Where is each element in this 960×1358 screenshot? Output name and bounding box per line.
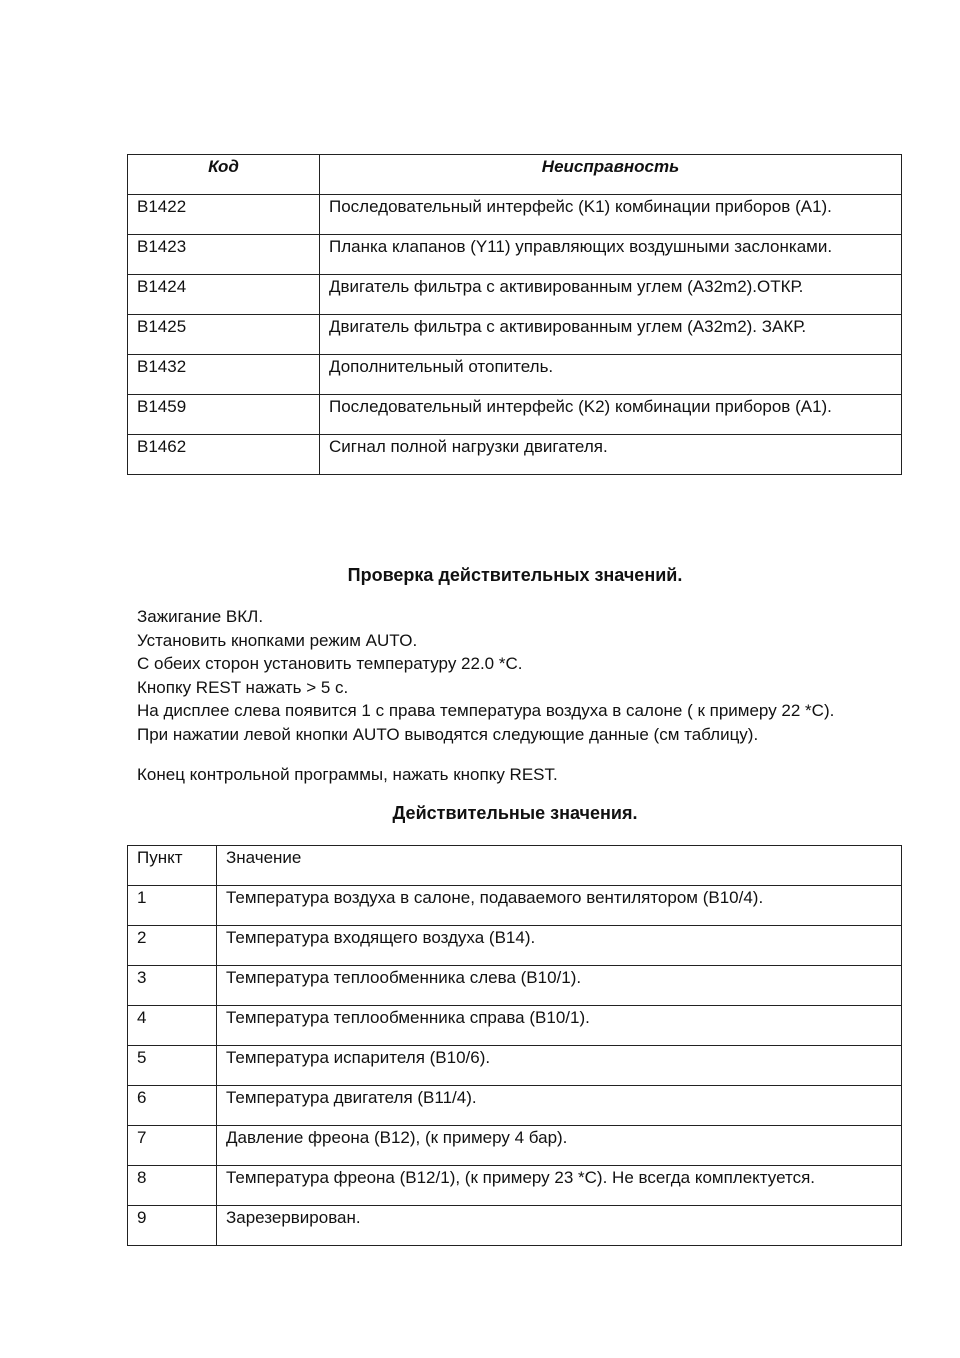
check-section-title: Проверка действительных значений. bbox=[347, 565, 683, 585]
instruction-line: С обеих сторон установить температуру 22.0 *C. bbox=[137, 654, 523, 673]
item-number-cell: 8 bbox=[128, 1166, 217, 1206]
instructions-block bbox=[137, 605, 834, 746]
fault-description-cell: Дополнительный отопитель. bbox=[320, 355, 902, 395]
table-row bbox=[128, 1006, 902, 1046]
values-section-title: Действительные значения. bbox=[392, 803, 638, 823]
actual-values-table bbox=[127, 845, 902, 1246]
item-number-cell: 5 bbox=[128, 1046, 217, 1086]
value-description-cell: Температура входящего воздуха (B14). bbox=[217, 926, 902, 966]
item-number-cell: 2 bbox=[128, 926, 217, 966]
value-description-cell: Давление фреона (B12), (к примеру 4 бар). bbox=[217, 1126, 902, 1166]
table-row bbox=[128, 1126, 902, 1166]
value-description-cell: Температура испарителя (B10/6). bbox=[217, 1046, 902, 1086]
code-column-header: Код bbox=[128, 155, 320, 195]
fault-description-cell: Последовательный интерфейс (K2) комбинации приборов (A1). bbox=[320, 395, 902, 435]
table-row bbox=[128, 966, 902, 1006]
fault-code-cell: B1462 bbox=[128, 435, 320, 475]
table-row bbox=[128, 926, 902, 966]
fault-column-header: Неисправность bbox=[320, 155, 902, 195]
fault-code-cell: B1432 bbox=[128, 355, 320, 395]
item-column-header: Пункт bbox=[128, 846, 217, 886]
instruction-line: Установить кнопками режим AUTO. bbox=[137, 630, 418, 650]
ending-line: Конец контрольной программы, нажать кнопку REST. bbox=[137, 765, 558, 784]
item-number-cell: 7 bbox=[128, 1126, 217, 1166]
item-number-cell: 9 bbox=[128, 1206, 217, 1246]
fault-description-cell: Планка клапанов (Y11) управляющих воздушными заслонками. bbox=[320, 235, 902, 275]
item-number-cell: 6 bbox=[128, 1086, 217, 1126]
item-number-cell: 4 bbox=[128, 1006, 217, 1046]
table-row bbox=[128, 1086, 902, 1126]
table-row bbox=[128, 1166, 902, 1206]
instruction-line: При нажатии левой кнопки AUTO выводятся следующие данные (см таблицу). bbox=[137, 724, 759, 744]
fault-description-cell: Двигатель фильтра с активированным углем (A32m2). ЗАКР. bbox=[320, 315, 902, 355]
table-row bbox=[128, 355, 902, 395]
instruction-line: Зажигание ВКЛ. bbox=[137, 607, 264, 626]
table-row bbox=[128, 435, 902, 475]
table-row bbox=[128, 195, 902, 235]
fault-code-cell: B1459 bbox=[128, 395, 320, 435]
table-header-row bbox=[128, 155, 902, 195]
fault-code-cell: B1423 bbox=[128, 235, 320, 275]
value-column-header: Значение bbox=[217, 846, 902, 886]
instruction-line: Кнопку REST нажать > 5 c. bbox=[137, 677, 349, 697]
table-row bbox=[128, 886, 902, 926]
item-number-cell: 1 bbox=[128, 886, 217, 926]
fault-description-cell: Последовательный интерфейс (K1) комбинации приборов (A1). bbox=[320, 195, 902, 235]
value-description-cell: Зарезервирован. bbox=[217, 1206, 902, 1246]
table-row bbox=[128, 315, 902, 355]
value-description-cell: Температура теплообменника слева (B10/1). bbox=[217, 966, 902, 1006]
value-description-cell: Температура двигателя (B11/4). bbox=[217, 1086, 902, 1126]
fault-code-cell: B1422 bbox=[128, 195, 320, 235]
fault-code-cell: B1424 bbox=[128, 275, 320, 315]
table-row bbox=[128, 275, 902, 315]
table-row bbox=[128, 395, 902, 435]
fault-description-cell: Двигатель фильтра с активированным углем (A32m2).ОТКР. bbox=[320, 275, 902, 315]
ending-paragraph bbox=[137, 763, 558, 787]
table-row bbox=[128, 1206, 902, 1246]
table-row bbox=[128, 1046, 902, 1086]
table-header-row bbox=[128, 846, 902, 886]
value-description-cell: Температура фреона (B12/1), (к примеру 23 *C). Не всегда комплектуется. bbox=[217, 1166, 902, 1206]
instruction-line: На дисплее слева появится 1 с права температура воздуха в салоне ( к примеру 22 *C). bbox=[137, 701, 835, 720]
value-description-cell: Температура теплообменника справа (B10/1). bbox=[217, 1006, 902, 1046]
fault-description-cell: Сигнал полной нагрузки двигателя. bbox=[320, 435, 902, 475]
fault-code-cell: B1425 bbox=[128, 315, 320, 355]
table-row bbox=[128, 235, 902, 275]
fault-codes-table bbox=[127, 154, 902, 475]
value-description-cell: Температура воздуха в салоне, подаваемого вентилятором (B10/4). bbox=[217, 886, 902, 926]
item-number-cell: 3 bbox=[128, 966, 217, 1006]
